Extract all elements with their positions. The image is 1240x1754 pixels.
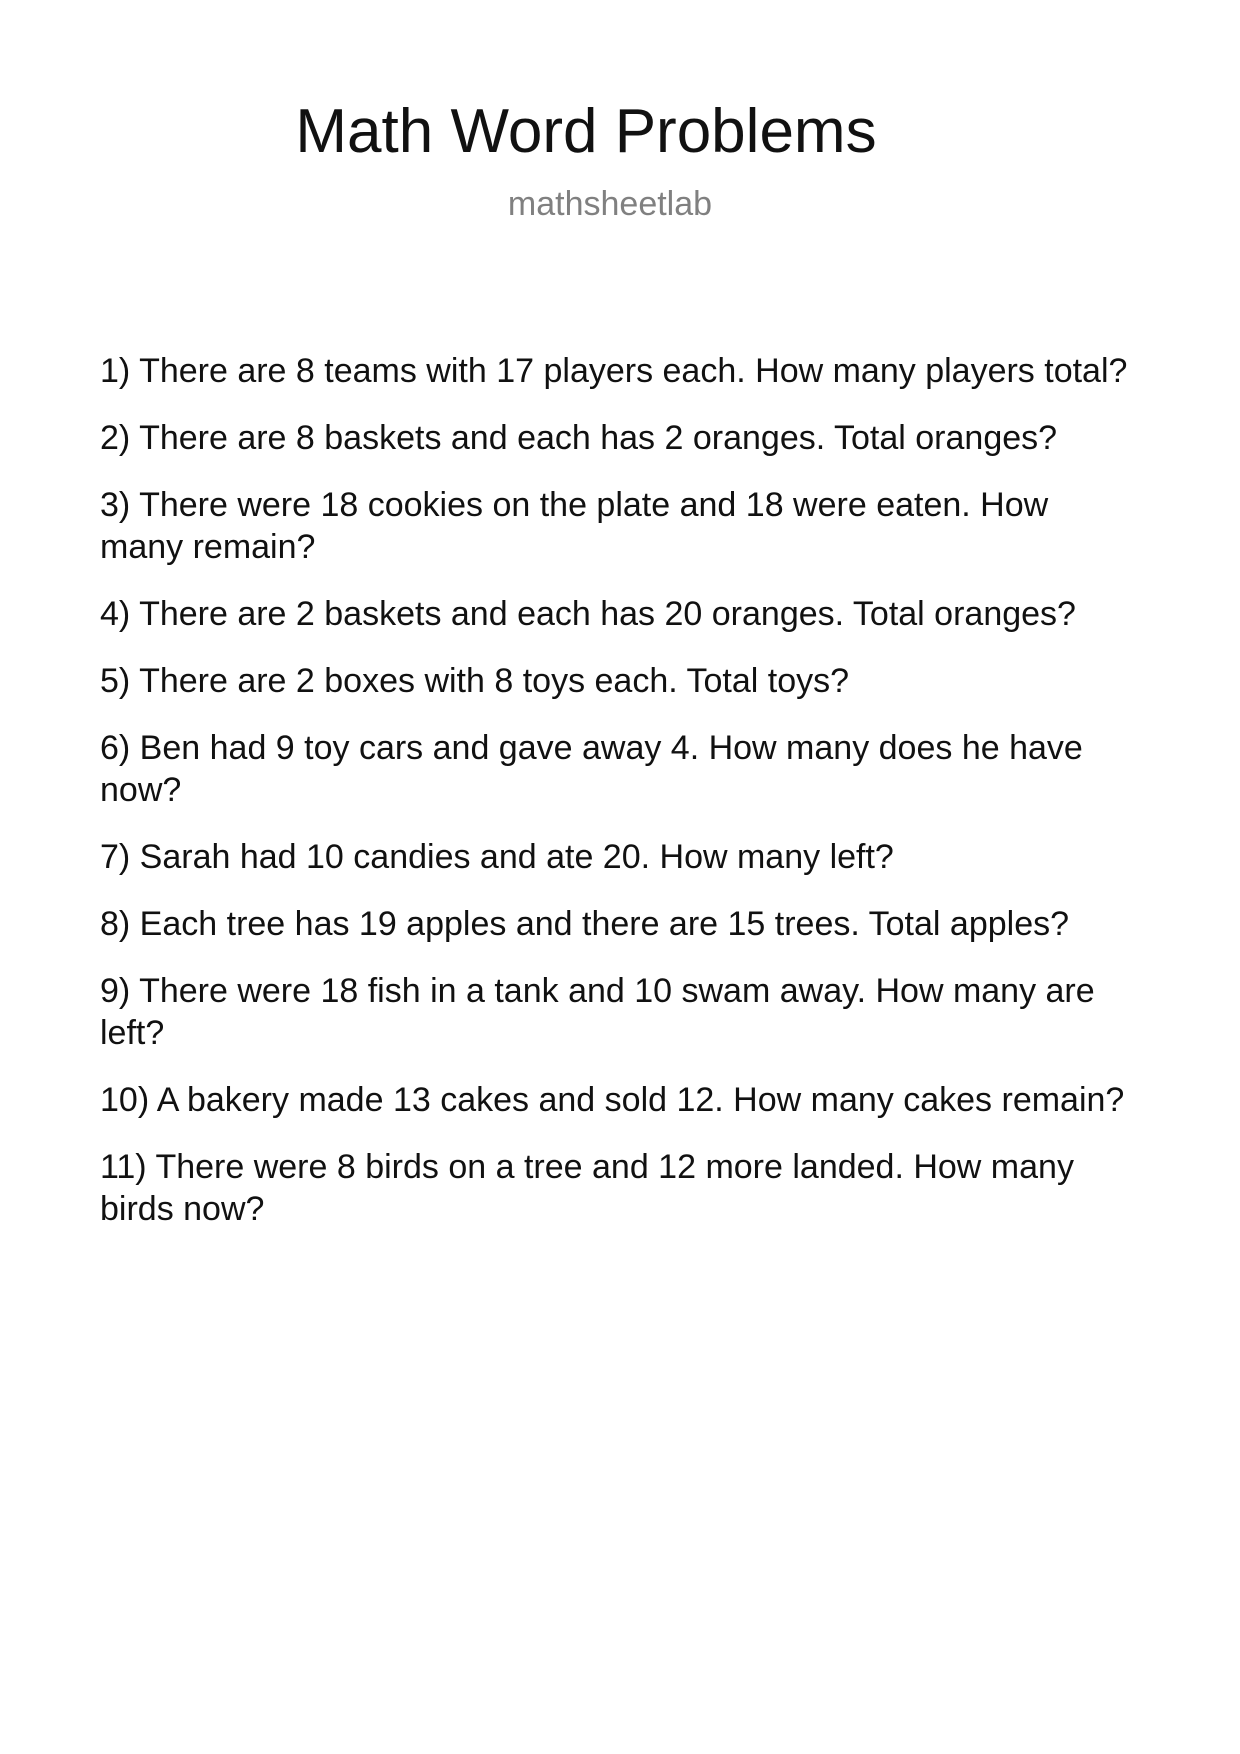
page-title: Math Word Problems <box>295 97 877 166</box>
problem-item: 11) There were 8 birds on a tree and 12 more landed. How many birds now? <box>100 1148 1074 1228</box>
problem-list <box>100 350 1140 1255</box>
problem-item: 6) Ben had 9 toy cars and gave away 4. How many does he have now? <box>100 729 1083 809</box>
problem-item: 3) There were 18 cookies on the plate and 18 were eaten. How many remain? <box>100 486 1049 566</box>
problem-item: 4) There are 2 baskets and each has 20 oranges. Total oranges? <box>100 595 1076 633</box>
publisher-name: mathsheetlab <box>507 185 713 223</box>
problem-item: 10) A bakery made 13 cakes and sold 12. How many cakes remain? <box>100 1081 1125 1119</box>
problem-item: 7) Sarah had 10 candies and ate 20. How many left? <box>100 838 894 876</box>
problem-item: 8) Each tree has 19 apples and there are 15 trees. Total apples? <box>100 905 1070 943</box>
problem-item: 5) There are 2 boxes with 8 toys each. Total toys? <box>100 662 850 700</box>
problem-item: 2) There are 8 baskets and each has 2 oranges. Total oranges? <box>100 419 1058 457</box>
problem-item: 9) There were 18 fish in a tank and 10 swam away. How many are left? <box>100 972 1095 1052</box>
problem-item: 1) There are 8 teams with 17 players each. How many players total? <box>100 352 1128 390</box>
